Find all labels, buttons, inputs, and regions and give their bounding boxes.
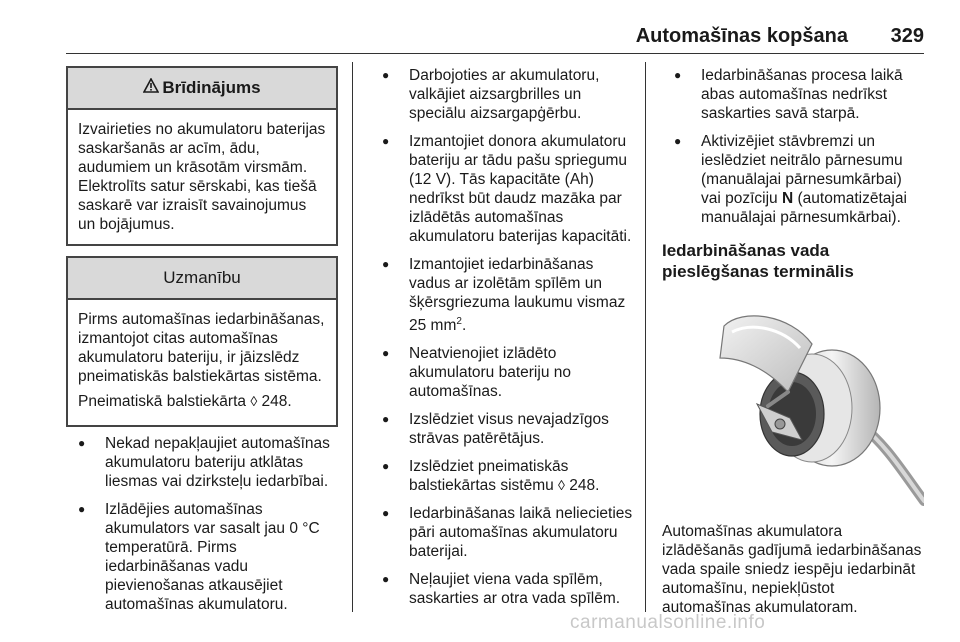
list-item [370, 457, 638, 495]
caution-ref-page: 248. [261, 393, 292, 410]
column-divider-left [352, 62, 353, 612]
warning-text: Izvairieties no akumulatoru baterijas saskaršanās ar acīm, ādu, audumiem un krāsotām virsmām. Elektrolīts satur sērskabi, kas tiešā saskarē var izraisīt savainojumus un bojājumus. [78, 121, 326, 233]
list-item: ● Neļaujiet viena vada spīlēm, saskarties ar otra vada spīlēm. [370, 570, 638, 608]
list-item-text: Izmantojiet iedarbināšanas vadus ar izolētām spīlēm un šķērsgriezuma laukumu vismaz 25 mm [409, 256, 626, 335]
list-item: ● Neatvienojiet izlādēto akumulatoru bateriju no automašīnas. [370, 344, 638, 401]
gear-position-n: N [781, 190, 794, 207]
warning-triangle-icon [143, 78, 159, 98]
caution-box [66, 256, 338, 427]
warning-box-title: Brīdinājums [162, 78, 261, 97]
header-rule [66, 53, 924, 54]
caution-box-header [68, 258, 336, 300]
list-item-end: . [461, 317, 467, 335]
list-item-text: Aktivizējiet stāvbremzi un ieslēdziet neitrālo pārnesumu (manuālajai pārnesumkārbai) vai pozīciju [701, 133, 903, 207]
list-item: ● Izlādējies automašīnas akumulators var sasalt jau 0 °C temperatūrā. Pirms iedarbināšanas vadu pievienošanas atkausējiet automašīnas akumulatoru. [66, 500, 342, 614]
page-ref-icon: ◊ [558, 477, 565, 494]
watermark: carmanualsonline.info [570, 612, 766, 633]
caution-box-title: Uzmanību [163, 268, 241, 287]
caution-ref-text: Pneimatiskā balstiekārta [78, 393, 246, 410]
list-item: ● Izslēdziet visus nevajadzīgos strāvas patērētājus. [370, 410, 638, 448]
page-ref[interactable]: 248. [569, 477, 600, 495]
figure-caption: Automašīnas akumulatora izlādēšanās gadījumā iedarbināšanas vada spaile sniedz iespēju iedarbināt automašīnu, nepiekļūstot automašīnas akumulatoram. [662, 523, 922, 616]
warning-box-header [68, 68, 336, 110]
column-divider-right [645, 62, 646, 612]
list-item: ● Nekad nepakļaujiet automašīnas akumulatoru bateriju atklātas liesmas vai dzirksteļu iedarbībai. [66, 434, 342, 491]
list-item: ● Darbojoties ar akumulatoru, valkājiet aizsargbrilles un speciālu aizsargapģērbu. [370, 66, 638, 123]
caution-box-body [68, 300, 336, 423]
list-item: ● Iedarbināšanas laikā neliecieties pāri automašīnas akumulatoru baterijai. [370, 504, 638, 561]
section-title: Iedarbināšanas vada pieslēgšanas terminālis [662, 241, 854, 281]
page-header [0, 20, 960, 56]
warning-box-body [68, 110, 336, 246]
header-title: Automašīnas kopšana [635, 25, 848, 47]
jump-start-terminal-icon [662, 296, 924, 508]
column-1-list [66, 434, 342, 623]
column-2-list [370, 66, 638, 617]
page-number: 329 [890, 25, 924, 47]
list-item [370, 255, 638, 335]
column-3 [662, 66, 924, 617]
superscript: 2 [456, 316, 462, 327]
list-item: ● Izmantojiet donora akumulatoru bateriju ar tādu pašu spriegumu (12 V). Tās kapacitāte (Ah) nedrīkst būt daudz mazāka par izlādētās automašīnas akumulatoru baterijas kapacitāti. [370, 132, 638, 246]
list-item-text: Izslēdziet pneimatiskās balstiekārtas sistēmu [409, 458, 569, 495]
terminal-illustration [662, 296, 924, 508]
caution-reference[interactable] [78, 392, 326, 411]
list-item-text-end: (automatizētajai manuālajai pārnesumkārbai). [701, 190, 907, 226]
page-ref-icon: ◊ [250, 393, 258, 409]
caution-text: Pirms automašīnas iedarbināšanas, izmantojot citas automašīnas akumulatoru bateriju, ir jāizslēdz pneimatiskās balstiekārtas sistēma. [78, 311, 325, 385]
list-item [662, 132, 924, 227]
warning-box [66, 66, 338, 246]
list-item: ● Iedarbināšanas procesa laikā abas automašīnas nedrīkst saskarties savā starpā. [662, 66, 924, 123]
